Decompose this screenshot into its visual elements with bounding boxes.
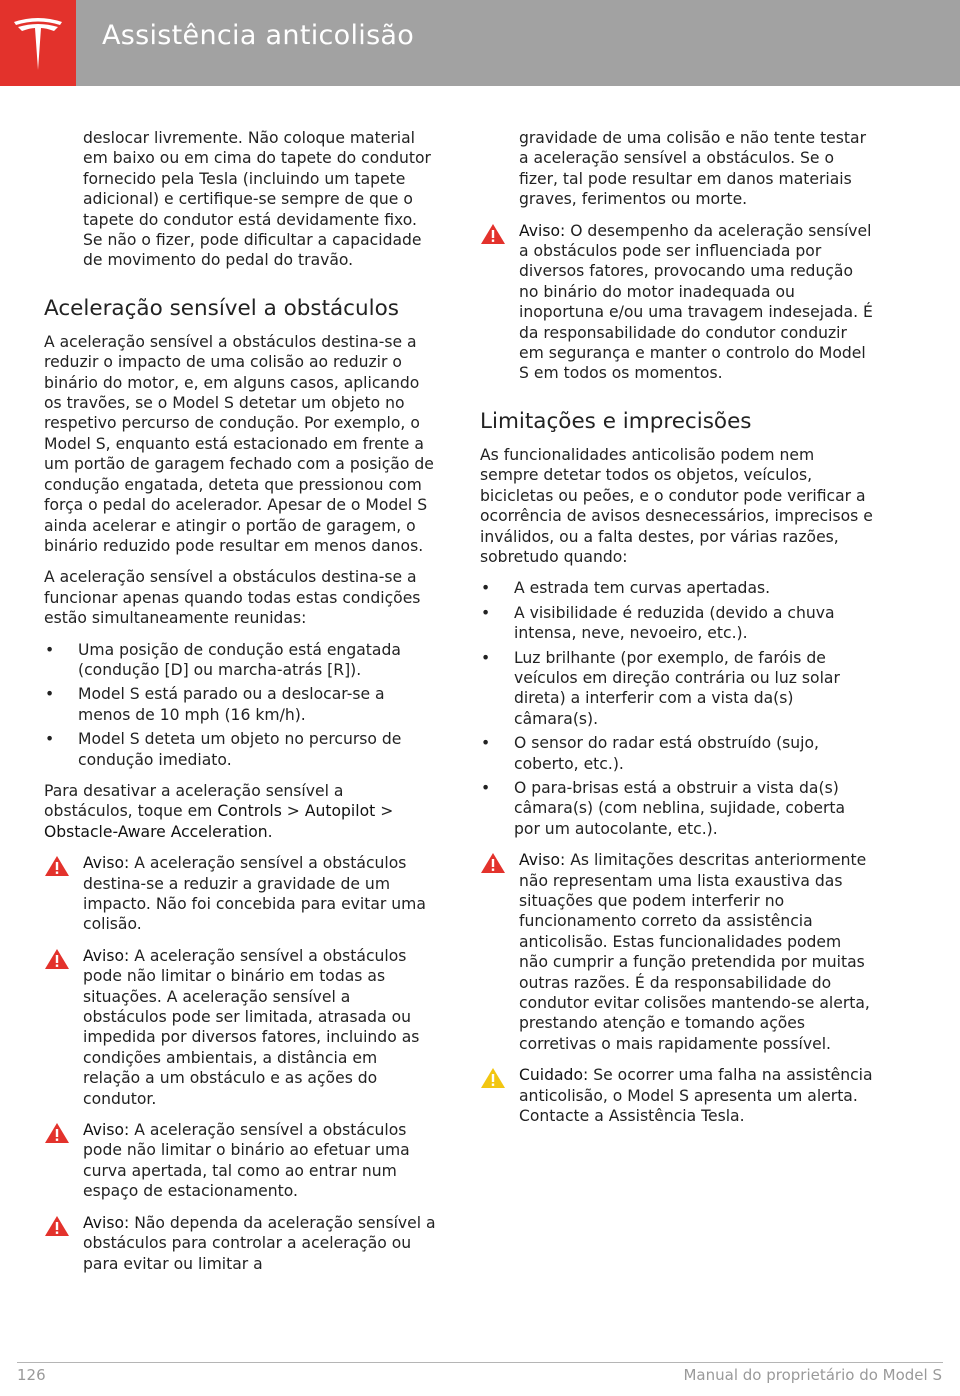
- warning-text: Não dependa da aceleração sensível a obstáculos para controlar a aceleração ou para evitar ou limitar a: [83, 1213, 436, 1273]
- path-separator: >: [281, 802, 305, 821]
- period: .: [267, 822, 273, 841]
- warning-triangle-icon: [44, 1215, 70, 1237]
- warning-text: A aceleração sensível a obstáculos pode não limitar o binário ao efetuar uma curva apertada, tal como ao entrar num espaço de estacionamento.: [83, 1121, 410, 1201]
- path-separator: >: [375, 802, 394, 821]
- instructions-text: Para desativar a aceleração sensível a obstáculos, toque em: [44, 781, 344, 821]
- warning-triangle-icon: [44, 855, 70, 877]
- list-item: • A visibilidade é reduzida (devido a chuva intensa, neve, nevoeiro, etc.).: [480, 603, 873, 644]
- section-heading: Aceleração sensível a obstáculos: [44, 295, 399, 321]
- warning-note: [44, 1213, 437, 1274]
- list-item: • Uma posição de condução está engatada (condução [D] ou marcha-atrás [R]).: [44, 640, 437, 681]
- list-item: • Model S está parado ou a deslocar-se a menos de 10 mph (16 km/h).: [44, 684, 437, 725]
- paragraph: A aceleração sensível a obstáculos destina-se a funcionar apenas quando todas estas condições estão simultaneamente reunidas:: [44, 568, 421, 628]
- page-number: 126: [17, 1366, 46, 1384]
- warning-text: As limitações descritas anteriormente não representam uma lista exaustiva das situações que podem interferir no funcionamento correto da assistência anticolisão. Estas funcionalidades podem não cumprir a função pretendida por muitas outras razões. É da responsabilidade do condutor evitar colisões mantendo-se alerta, prestando atenção e tomando ações corretivas o mais rapidamente possível.: [519, 851, 870, 1053]
- menu-path-controls: Controls: [217, 802, 282, 821]
- warning-note: [480, 221, 873, 384]
- intro-paragraph: deslocar livremente. Não coloque material em baixo ou em cima do tapete do condutor fornecido pela Tesla (incluindo um tapete adicional) e certifique-se sempre de que o tapete do condutor está devidamente fixo. Se não o fizer, pode dificultar a capacidade de movimento do pedal do travão.: [83, 129, 431, 270]
- list-item: • O sensor do radar está obstruído (sujo, coberto, etc.).: [480, 733, 873, 774]
- limitations-list: [480, 578, 873, 839]
- caution-note: [480, 1065, 873, 1126]
- warning-triangle-icon: [480, 852, 506, 874]
- warning-text: A aceleração sensível a obstáculos destina-se a reduzir a gravidade de um impacto. Não foi concebida para evitar uma colisão.: [83, 854, 426, 934]
- list-item: • A estrada tem curvas apertadas.: [480, 578, 873, 598]
- warning-note: [44, 946, 437, 1109]
- section-heading: Limitações e imprecisões: [480, 408, 752, 434]
- warning-text: O desempenho da aceleração sensível a obstáculos pode ser influenciada por diversos fatores, provocando uma redução no binário do motor inadequada ou inoportuna e/ou uma travagem indesejada. É da responsabilidade do condutor conduzir em segurança e manter o controlo do Model S em todos os momentos.: [519, 221, 873, 383]
- list-item: • O para-brisas está a obstruir a vista da(s) câmara(s) (com neblina, sujidade, coberta por um autocolante, etc.).: [480, 778, 873, 839]
- tesla-logo: [0, 0, 76, 86]
- footer-divider: [17, 1362, 943, 1363]
- warning-note: [480, 850, 873, 1054]
- caution-triangle-icon: [480, 1067, 506, 1089]
- left-column: [44, 128, 437, 1285]
- caution-text: Se ocorrer uma falha na assistência anticolisão, o Model S apresenta um alerta. Contacte a Assistência Tesla.: [519, 1066, 873, 1126]
- caution-label: Cuidado:: [519, 1066, 589, 1085]
- paragraph: A aceleração sensível a obstáculos destina-se a reduzir o impacto de uma colisão ao reduzir o binário do motor, e, em alguns casos, aplicando os travões, se o Model S detetar um objeto no respetivo percurso de condução. Por exemplo, o Model S, enquanto está estacionado em frente a um portão de garagem fechado com a posição de condução engatada, deteta que pressionou com força o pedal do acelerador. Apesar de o Model S ainda acelerar e atingir o portão de garagem, o binário reduzido pode resultar em menos danos.: [44, 332, 434, 555]
- warning-note: [44, 1120, 437, 1202]
- page-title: Assistência anticolisão: [102, 20, 415, 51]
- warning-label: Aviso:: [83, 1121, 130, 1140]
- warning-note: [44, 853, 437, 935]
- paragraph: As funcionalidades anticolisão podem nem sempre detetar todos os objetos, veículos, bicicletas ou peões, e o condutor pode verificar a ocorrência de avisos desnecessários, imprecisos e inválidos, ou a falta destes, por várias razões, sobretudo quando:: [480, 445, 873, 566]
- warning-triangle-icon: [44, 948, 70, 970]
- manual-title: Manual do proprietário do Model S: [683, 1366, 942, 1384]
- warning-label: Aviso:: [83, 1213, 130, 1232]
- menu-path-autopilot: Autopilot: [304, 802, 376, 821]
- warning-text: A aceleração sensível a obstáculos pode não limitar o binário em todas as situações. A aceleração sensível a obstáculos pode ser limitada, atrasada ou impedida por diversos fatores, incluindo as condições ambientais, a distância em relação a um obstáculo e as ações do condutor.: [83, 946, 420, 1108]
- list-item: • Luz brilhante (por exemplo, de faróis de veículos em direção contrária ou luz solar direta) a interferir com a vista da(s) câmara(s).: [480, 648, 873, 730]
- warning-triangle-icon: [480, 223, 506, 245]
- menu-path-obstacle-aware-acceleration: Obstacle-Aware Acceleration: [44, 822, 268, 841]
- warning-triangle-icon: [44, 1122, 70, 1144]
- continued-paragraph: gravidade de uma colisão e não tente testar a aceleração sensível a obstáculos. Se o fizer, tal pode resultar em danos materiais graves, ferimentos ou morte.: [519, 129, 866, 209]
- list-item: • Model S deteta um objeto no percurso de condução imediato.: [44, 729, 437, 770]
- tesla-logo-icon: [12, 16, 64, 72]
- conditions-list: [44, 640, 437, 770]
- page-header: [0, 0, 960, 86]
- warning-label: Aviso:: [83, 854, 130, 873]
- warning-label: Aviso:: [83, 946, 130, 965]
- right-column: [480, 128, 873, 1137]
- disable-instructions: [44, 781, 437, 842]
- warning-label: Aviso:: [519, 851, 566, 870]
- warning-label: Aviso:: [519, 221, 566, 240]
